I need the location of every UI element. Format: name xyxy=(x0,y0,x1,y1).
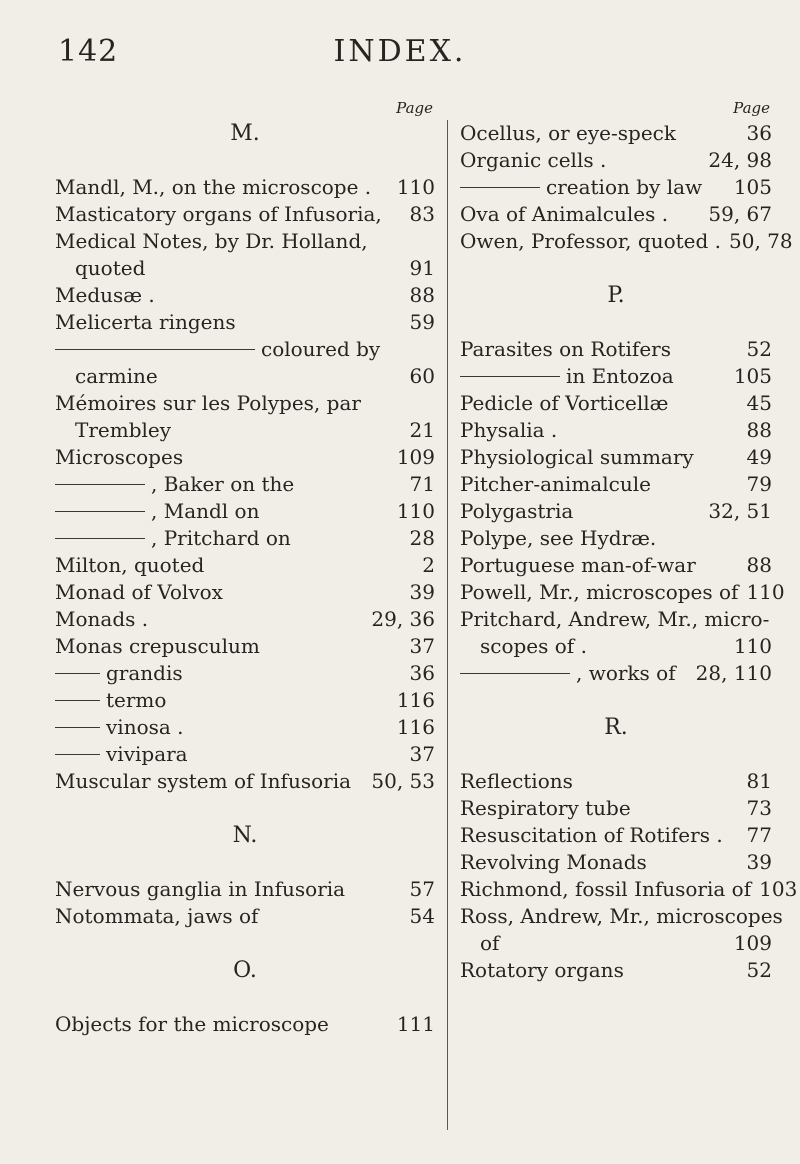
index-entry xyxy=(55,228,435,255)
ditto-dash xyxy=(55,754,100,755)
page-title: INDEX. xyxy=(333,34,467,69)
ditto-dash xyxy=(55,727,100,728)
entry-page: 37 xyxy=(409,742,435,766)
spacer xyxy=(55,984,435,1011)
entry-page: 2 xyxy=(422,553,435,577)
index-entry xyxy=(55,363,435,390)
entry-text xyxy=(55,660,183,687)
entry-label: Polype, see Hydræ. xyxy=(460,526,657,550)
entry-page: 39 xyxy=(409,580,435,604)
entry-label: Powell, Mr., microscopes of xyxy=(460,580,739,604)
entry-label: Mandl, M., on the microscope . xyxy=(55,175,372,199)
entry-label: Resuscitation of Rotifers . xyxy=(460,823,723,847)
entry-page: 83 xyxy=(409,202,435,226)
index-entry xyxy=(55,579,435,606)
index-entry xyxy=(55,876,435,903)
index-entry xyxy=(55,768,435,795)
entry-page: 79 xyxy=(746,472,772,496)
column-divider xyxy=(447,120,448,1130)
spacer xyxy=(55,147,435,174)
entry-page: 81 xyxy=(746,769,772,793)
entry-label: Owen, Professor, quoted . xyxy=(460,229,722,253)
entry-text xyxy=(55,336,380,363)
page-number: 142 xyxy=(58,34,119,69)
index-entry xyxy=(460,957,772,984)
entry-text xyxy=(55,282,155,309)
index-entry xyxy=(55,201,435,228)
entry-page: 110 xyxy=(733,634,772,658)
entry-label: grandis xyxy=(106,661,183,685)
entry-label: Medusæ . xyxy=(55,283,155,307)
entry-text xyxy=(55,471,294,498)
index-entry xyxy=(55,1011,435,1038)
entry-label: Notommata, jaws of xyxy=(55,904,259,928)
entry-text xyxy=(460,363,674,390)
ditto-dash xyxy=(460,673,570,674)
entry-page: 91 xyxy=(409,256,435,280)
entry-label: Respiratory tube xyxy=(460,796,631,820)
entry-text xyxy=(55,741,188,768)
index-entry xyxy=(460,633,772,660)
entry-page: 52 xyxy=(746,337,772,361)
index-entry xyxy=(460,201,772,228)
entry-text xyxy=(55,390,361,417)
entry-page: 88 xyxy=(409,283,435,307)
entry-text xyxy=(460,147,606,174)
index-entry xyxy=(460,498,772,525)
entry-page: 73 xyxy=(746,796,772,820)
index-entry xyxy=(460,363,772,390)
entry-text xyxy=(55,687,166,714)
entry-label: scopes of . xyxy=(480,634,587,658)
entry-label: Mémoires sur les Polypes, par xyxy=(55,391,361,415)
entry-label: Ocellus, or eye-speck xyxy=(460,121,676,145)
entry-text xyxy=(55,903,258,930)
entry-text xyxy=(55,714,184,741)
entry-page: 36 xyxy=(409,661,435,685)
entry-page: 28 xyxy=(409,526,435,550)
entry-label: , Pritchard on xyxy=(151,526,291,550)
index-entry xyxy=(460,903,783,930)
entry-label: Muscular system of Infusoria xyxy=(55,769,352,793)
entry-text xyxy=(460,498,573,525)
index-entry xyxy=(55,525,435,552)
entry-text xyxy=(460,822,723,849)
entry-page: 28, 110 xyxy=(695,661,772,685)
entry-label: Pritchard, Andrew, Mr., micro- xyxy=(460,607,770,631)
entry-label: , Baker on the xyxy=(151,472,295,496)
entry-text xyxy=(460,903,783,930)
entry-page: 88 xyxy=(746,418,772,442)
entry-label: Melicerta ringens xyxy=(55,310,236,334)
entry-text xyxy=(55,174,371,201)
ditto-dash xyxy=(460,376,560,377)
spacer xyxy=(55,795,435,822)
entry-text xyxy=(460,579,738,606)
index-entry xyxy=(460,849,772,876)
entry-text xyxy=(460,525,656,552)
entry-page: 54 xyxy=(409,904,435,928)
entry-label: vivipara xyxy=(106,742,188,766)
entry-page: 52 xyxy=(746,958,772,982)
entry-label: coloured by xyxy=(261,337,381,361)
index-entry xyxy=(55,336,435,363)
index-entry xyxy=(55,174,435,201)
ditto-dash xyxy=(55,511,145,512)
left-column xyxy=(55,96,435,1038)
entry-text xyxy=(460,606,769,633)
index-entry xyxy=(460,525,772,552)
entry-label: Masticatory organs of Infusoria, xyxy=(55,202,382,226)
entry-page: 77 xyxy=(746,823,772,847)
entry-text xyxy=(75,255,145,282)
entry-text xyxy=(55,579,223,606)
entry-label: Monads . xyxy=(55,607,149,631)
entry-page: 24, 98 xyxy=(708,148,772,172)
spacer xyxy=(460,687,772,714)
page-header xyxy=(0,34,800,84)
index-entry xyxy=(460,822,772,849)
entry-text xyxy=(460,444,694,471)
entry-page: 110 xyxy=(396,499,435,523)
spacer xyxy=(460,741,772,768)
entry-label: Ova of Animalcules . xyxy=(460,202,669,226)
index-entry xyxy=(460,606,772,633)
index-entry xyxy=(55,903,435,930)
entry-text xyxy=(480,930,499,957)
entry-label: Reflections xyxy=(460,769,573,793)
entry-label: Rotatory organs xyxy=(460,958,624,982)
entry-page: 32, 51 xyxy=(708,499,772,523)
section-letter: R. xyxy=(604,715,628,740)
index-entry xyxy=(460,876,798,903)
entry-page: 116 xyxy=(396,688,435,712)
entry-text xyxy=(460,552,696,579)
entry-text xyxy=(460,471,651,498)
index-list-right xyxy=(460,120,798,984)
entry-text xyxy=(460,120,676,147)
section-letter: O. xyxy=(233,958,257,983)
ditto-dash xyxy=(55,538,145,539)
entry-text xyxy=(460,336,671,363)
index-entry xyxy=(460,147,772,174)
entry-label: Portuguese man-of-war xyxy=(460,553,696,577)
entry-label: Trembley xyxy=(75,418,172,442)
entry-text xyxy=(460,201,668,228)
entry-page: 50, 53 xyxy=(371,769,435,793)
entry-text xyxy=(460,849,647,876)
index-entry xyxy=(460,579,785,606)
entry-page: 59 xyxy=(409,310,435,334)
index-entry xyxy=(460,552,772,579)
entry-label: , works of xyxy=(576,661,676,685)
entry-text xyxy=(460,417,557,444)
entry-text xyxy=(460,768,573,795)
spacer xyxy=(460,309,772,336)
index-entry xyxy=(460,660,772,687)
index-entry xyxy=(55,390,435,417)
entry-label: Organic cells . xyxy=(460,148,607,172)
entry-label: quoted xyxy=(75,256,146,280)
entry-text xyxy=(460,174,702,201)
section-letter: M. xyxy=(230,121,260,146)
entry-page: 109 xyxy=(396,445,435,469)
index-entry xyxy=(55,606,435,633)
entry-page: 57 xyxy=(409,877,435,901)
entry-label: of xyxy=(480,931,500,955)
entry-page: 88 xyxy=(746,553,772,577)
index-entry xyxy=(55,633,435,660)
entry-label: Monas crepusculum xyxy=(55,634,260,658)
entry-label: Monad of Volvox xyxy=(55,580,223,604)
ditto-dash xyxy=(55,484,145,485)
entry-page: 59, 67 xyxy=(708,202,772,226)
entry-page: 109 xyxy=(733,931,772,955)
entry-label: Physalia . xyxy=(460,418,558,442)
entry-page: 103 xyxy=(759,877,798,901)
index-entry xyxy=(460,444,772,471)
entry-text xyxy=(55,1011,329,1038)
column-page-label: Page xyxy=(396,99,433,117)
entry-label: Polygastria xyxy=(460,499,574,523)
ditto-dash xyxy=(460,187,540,188)
entry-text xyxy=(55,633,260,660)
entry-label: Microscopes xyxy=(55,445,184,469)
index-entry xyxy=(55,741,435,768)
entry-label: carmine xyxy=(75,364,158,388)
entry-label: termo xyxy=(106,688,167,712)
index-list-left xyxy=(55,120,435,1038)
ditto-dash xyxy=(55,349,255,350)
entry-text xyxy=(55,876,345,903)
entry-text xyxy=(55,552,204,579)
index-entry xyxy=(55,282,435,309)
spacer xyxy=(460,255,772,282)
entry-label: vinosa . xyxy=(106,715,184,739)
section-letter: P. xyxy=(607,283,625,308)
spacer xyxy=(55,930,435,957)
entry-text xyxy=(55,228,368,255)
entry-text xyxy=(55,444,183,471)
entry-page: 21 xyxy=(409,418,435,442)
index-entry xyxy=(460,174,772,201)
index-entry xyxy=(460,471,772,498)
entry-text xyxy=(55,606,148,633)
index-entry xyxy=(460,768,772,795)
entry-page: 105 xyxy=(733,175,772,199)
entry-label: Revolving Monads xyxy=(460,850,647,874)
entry-page: 29, 36 xyxy=(371,607,435,631)
entry-text xyxy=(460,795,631,822)
column-page-label: Page xyxy=(733,99,770,117)
entry-page: 39 xyxy=(746,850,772,874)
entry-page: 105 xyxy=(733,364,772,388)
entry-text xyxy=(460,876,751,903)
entry-text xyxy=(460,957,624,984)
index-entry xyxy=(460,795,772,822)
entry-label: Milton, quoted xyxy=(55,553,205,577)
entry-text xyxy=(55,498,259,525)
entry-page: 36 xyxy=(746,121,772,145)
entry-text xyxy=(460,228,721,255)
index-entry xyxy=(55,309,435,336)
entry-page: 50, 78 xyxy=(729,229,793,253)
entry-text xyxy=(75,417,171,444)
entry-page: 111 xyxy=(396,1012,435,1036)
ditto-dash xyxy=(55,700,100,701)
entry-label: Richmond, fossil Infusoria of xyxy=(460,877,752,901)
entry-label: in Entozoa xyxy=(566,364,674,388)
index-entry xyxy=(460,930,772,957)
entry-page: 71 xyxy=(409,472,435,496)
right-column xyxy=(460,96,798,984)
entry-label: Nervous ganglia in Infusoria xyxy=(55,877,346,901)
entry-page: 37 xyxy=(409,634,435,658)
entry-label: Ross, Andrew, Mr., microscopes xyxy=(460,904,783,928)
index-entry xyxy=(55,444,435,471)
index-entry xyxy=(55,687,435,714)
index-entry xyxy=(55,417,435,444)
entry-page: 60 xyxy=(409,364,435,388)
entry-page: 116 xyxy=(396,715,435,739)
section-letter: N. xyxy=(232,823,258,848)
index-entry xyxy=(460,390,772,417)
entry-text xyxy=(460,390,668,417)
entry-label: Medical Notes, by Dr. Holland, xyxy=(55,229,368,253)
index-entry xyxy=(55,498,435,525)
entry-label: Objects for the microscope xyxy=(55,1012,329,1036)
entry-text xyxy=(55,309,236,336)
entry-label: Physiological summary xyxy=(460,445,694,469)
index-entry xyxy=(55,714,435,741)
entry-label: Pitcher-animalcule xyxy=(460,472,651,496)
entry-label: creation by law xyxy=(546,175,703,199)
entry-text xyxy=(55,768,351,795)
index-entry xyxy=(460,417,772,444)
entry-text xyxy=(460,660,676,687)
entry-page: 49 xyxy=(746,445,772,469)
index-entry xyxy=(55,255,435,282)
entry-page: 110 xyxy=(746,580,785,604)
entry-page: 45 xyxy=(746,391,772,415)
entry-text xyxy=(75,363,158,390)
ditto-dash xyxy=(55,673,100,674)
entry-text xyxy=(480,633,587,660)
index-entry xyxy=(55,660,435,687)
entry-label: Pedicle of Vorticellæ xyxy=(460,391,669,415)
index-entry xyxy=(55,471,435,498)
entry-label: , Mandl on xyxy=(151,499,260,523)
entry-text xyxy=(55,201,382,228)
index-entry xyxy=(55,552,435,579)
entry-text xyxy=(55,525,291,552)
entry-label: Parasites on Rotifers xyxy=(460,337,671,361)
spacer xyxy=(55,849,435,876)
index-entry xyxy=(460,120,772,147)
entry-page: 110 xyxy=(396,175,435,199)
index-entry xyxy=(460,228,793,255)
index-entry xyxy=(460,336,772,363)
